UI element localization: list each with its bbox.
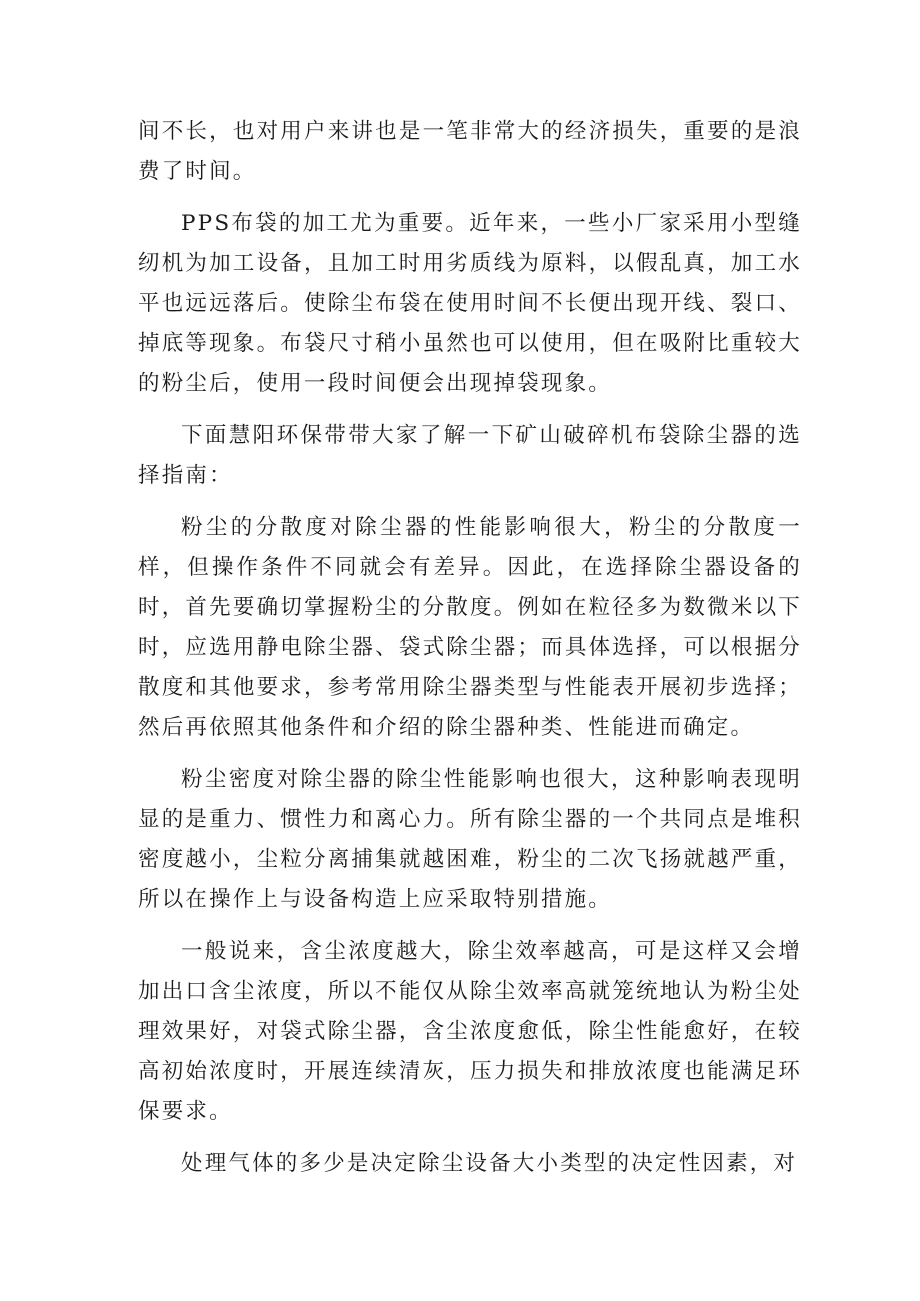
document-page (138, 112, 802, 1196)
paragraph-dust-density: 粉尘密度对除尘器的除尘性能影响也很大，这种影响表现明显的是重力、惯性力和离心力。所有除尘器的一个共同点是堆积密度越小，尘粒分离捕集就越困难，粉尘的二次飞扬就越严重，所以在操作上与设备构造上应采取特别措施。 (138, 767, 802, 912)
paragraph-dust-dispersion: 粉尘的分散度对除尘器的性能影响很大，粉尘的分散度一样，但操作条件不同就会有差异。因此，在选择除尘器设备的时，首先要确切掌握粉尘的分散度。例如在粒径多为数微米以下时，应选用静电除尘器、袋式除尘器；而具体选择，可以根据分散度和其他要求，参考常用除尘器类型与性能表开展初步选择；然后再依照其他条件和介绍的除尘器种类、性能进而确定。 (138, 515, 802, 740)
paragraph-dust-concentration: 一般说来，含尘浓度越大，除尘效率越高，可是这样又会增加出口含尘浓度，所以不能仅从除尘效率高就笼统地认为粉尘处理效果好，对袋式除尘器，含尘浓度愈低，除尘性能愈好，在较高初始浓度时，开展连续清灰，压力损失和排放浓度也能满足环保要求。 (138, 939, 802, 1124)
paragraph-gas-volume: 处理气体的多少是决定除尘设备大小类型的决定性因素，对 (181, 1151, 798, 1176)
paragraph-continuation: 间不长，也对用户来讲也是一笔非常大的经济损失，重要的是浪费了时间。 (138, 119, 802, 184)
paragraph-selection-guide-intro: 下面慧阳环保带带大家了解一下矿山破碎机布袋除尘器的选择指南： (138, 423, 802, 488)
paragraph-pps-bag-processing: PPS布袋的加工尤为重要。近年来，一些小厂家采用小型缝纫机为加工设备，且加工时用劣质线为原料，以假乱真，加工水平也远远落后。使除尘布袋在使用时间不长便出现开线、裂口、掉底等现象。布袋尺寸稍小虽然也可以使用，但在吸附比重较大的粉尘后，使用一段时间便会出现掉袋现象。 (138, 211, 802, 396)
